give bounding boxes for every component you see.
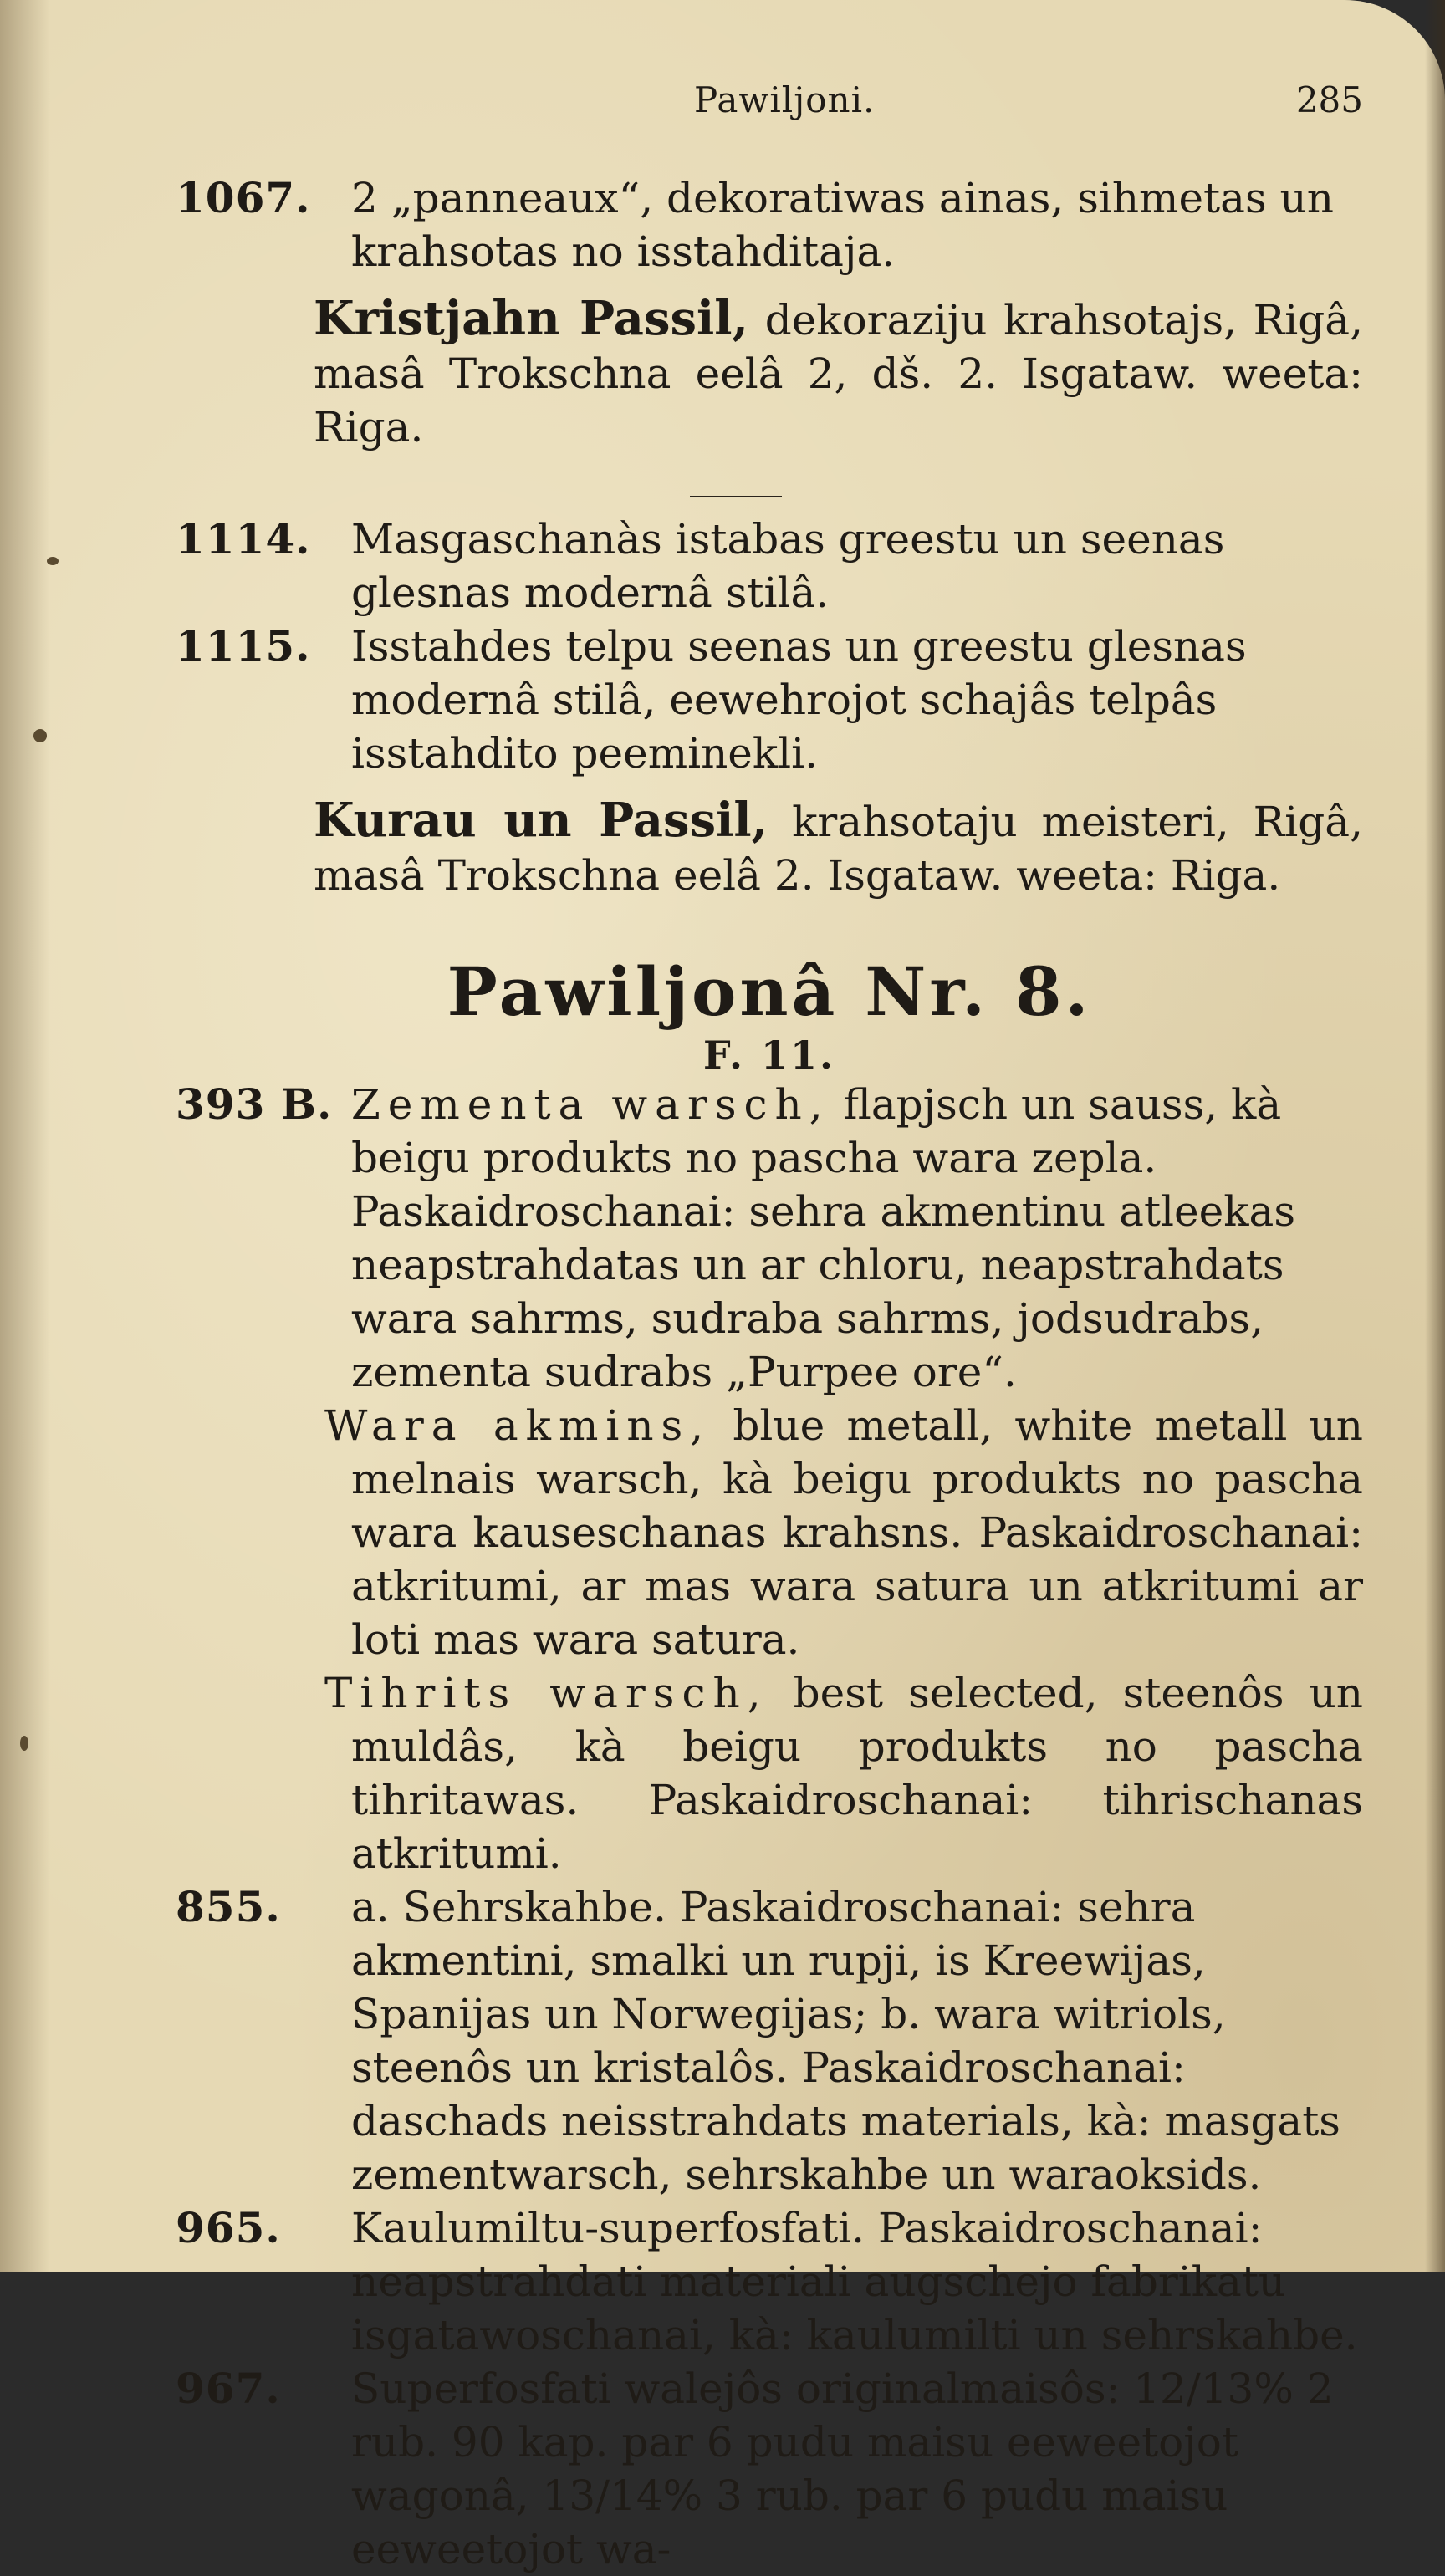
separator-rule [690, 496, 782, 497]
catalog-entry-967 [176, 2362, 1363, 2576]
running-title: Pawiljoni. [694, 79, 876, 120]
catalog-entry-965 [176, 2201, 1363, 2362]
paper-blemish [47, 557, 59, 565]
paper-blemish [20, 1736, 28, 1751]
entry-number: 1114. [176, 514, 311, 564]
entry-text: Kaulumiltu-superfosfati. Paskaidroschanai: neapstrahdati materiali augschejo fabrikatu isgatawoschanai, kà: kaulumilti un sehrskahbe. [351, 2204, 1358, 2359]
entry-lead: Tihrits warsch, [324, 1669, 768, 1717]
catalog-entry-855 [176, 1880, 1363, 2201]
entry-text: Superfosfati walejôs originalmaisôs: 12/13% 2 rub. 90 kap. par 6 pudu maisu eeweetojot wagonâ, 13/14% 3 rub. par 6 pudu maisu eeweetojot wa- [351, 2364, 1334, 2573]
page-header [176, 79, 1363, 138]
entry-lead: Wara akmins, [324, 1401, 712, 1450]
entry-lead: Zementa warsch, [351, 1080, 830, 1129]
exhibitor-text: dekoraziju krahsotajs, Rigâ, masâ Trokschna eelâ 2, dš. 2. Isgataw. weeta: Riga. [314, 296, 1363, 451]
sub-entry-tihrits-warsch [176, 1666, 1363, 1880]
sub-entry-wara-akmins [176, 1399, 1363, 1666]
entry-number: 1067. [176, 173, 311, 222]
exhibitor-name: Kurau un Passil, [314, 793, 768, 848]
paper-blemish [33, 729, 47, 742]
page-content [176, 171, 1363, 2576]
catalog-entry-1114 [176, 513, 1363, 620]
catalog-entry-1067 [176, 171, 1363, 278]
exhibitor-text: krahsotaju meisteri, Rigâ, masâ Trokschna eelâ 2. Isgataw. weeta: Riga. [314, 798, 1363, 900]
entry-number: 965. [176, 2203, 281, 2252]
entry-text: Masgaschanàs istabas greestu un seenas glesnas modernâ stilâ. [351, 515, 1225, 617]
entry-number: 967. [176, 2364, 281, 2413]
catalog-entry-393b [176, 1078, 1363, 1399]
entry-text: 2 „panneaux“, dekoratiwas ainas, sihmetas un krahsotas no isstahditaja. [351, 174, 1334, 276]
entry-number: 393 B. [176, 1079, 333, 1129]
entry-text: a. Sehrskahbe. Paskaidroschanai: sehra akmentini, smalki un rupji, is Kreewijas, Spanijas un Norwegijas; b. wara witriols, steenôs un kristalôs. Paskaidroschanai: daschads neisstrahdats materials, kà: masgats zementwarsch, sehrskahbe un waraoksids. [351, 1883, 1340, 2199]
entry-text: flapjsch un sauss, kà beigu produkts no pascha wara zepla. Paskaidroschanai: sehra akmentinu atleekas neapstrahdatas un ar chloru, neapstrahdats wara sahrms, sudraba sahrms, jodsudrabs, zementa sudrabs „Purpee ore“. [351, 1080, 1295, 1396]
entry-text: best selected, steenôs un muldâs, kà beigu produkts no pascha tihritawas. Paskaidroschanai: tihrischanas atkritumi. [351, 1669, 1363, 1878]
exhibitor-name: Kristjahn Passil, [314, 291, 749, 346]
entry-number: 1115. [176, 621, 311, 671]
page-number: 285 [1295, 79, 1363, 120]
spine-shadow [0, 0, 50, 2272]
exhibitor-kristjahn-passil [176, 292, 1363, 454]
entry-text: Isstahdes telpu seenas un greestu glesnas modernâ stilâ, eewehrojot schajâs telpâs isstahdito peeminekli. [351, 622, 1247, 778]
catalog-entry-1115 [176, 620, 1363, 780]
page-edge-shadow [1425, 0, 1445, 2272]
exhibitor-kurau-un-passil [176, 793, 1363, 902]
section-subtitle: F. 11. [702, 1033, 836, 1078]
entry-text: blue metall, white metall un melnais warsch, kà beigu produkts no pascha wara kauseschanas krahsns. Paskaidroschanai: atkritumi, ar mas wara satura un atkritumi ar loti mas wara satura. [351, 1401, 1363, 1664]
entry-number: 855. [176, 1882, 281, 1931]
section-title: Pawiljonâ Nr. 8. [447, 952, 1092, 1031]
